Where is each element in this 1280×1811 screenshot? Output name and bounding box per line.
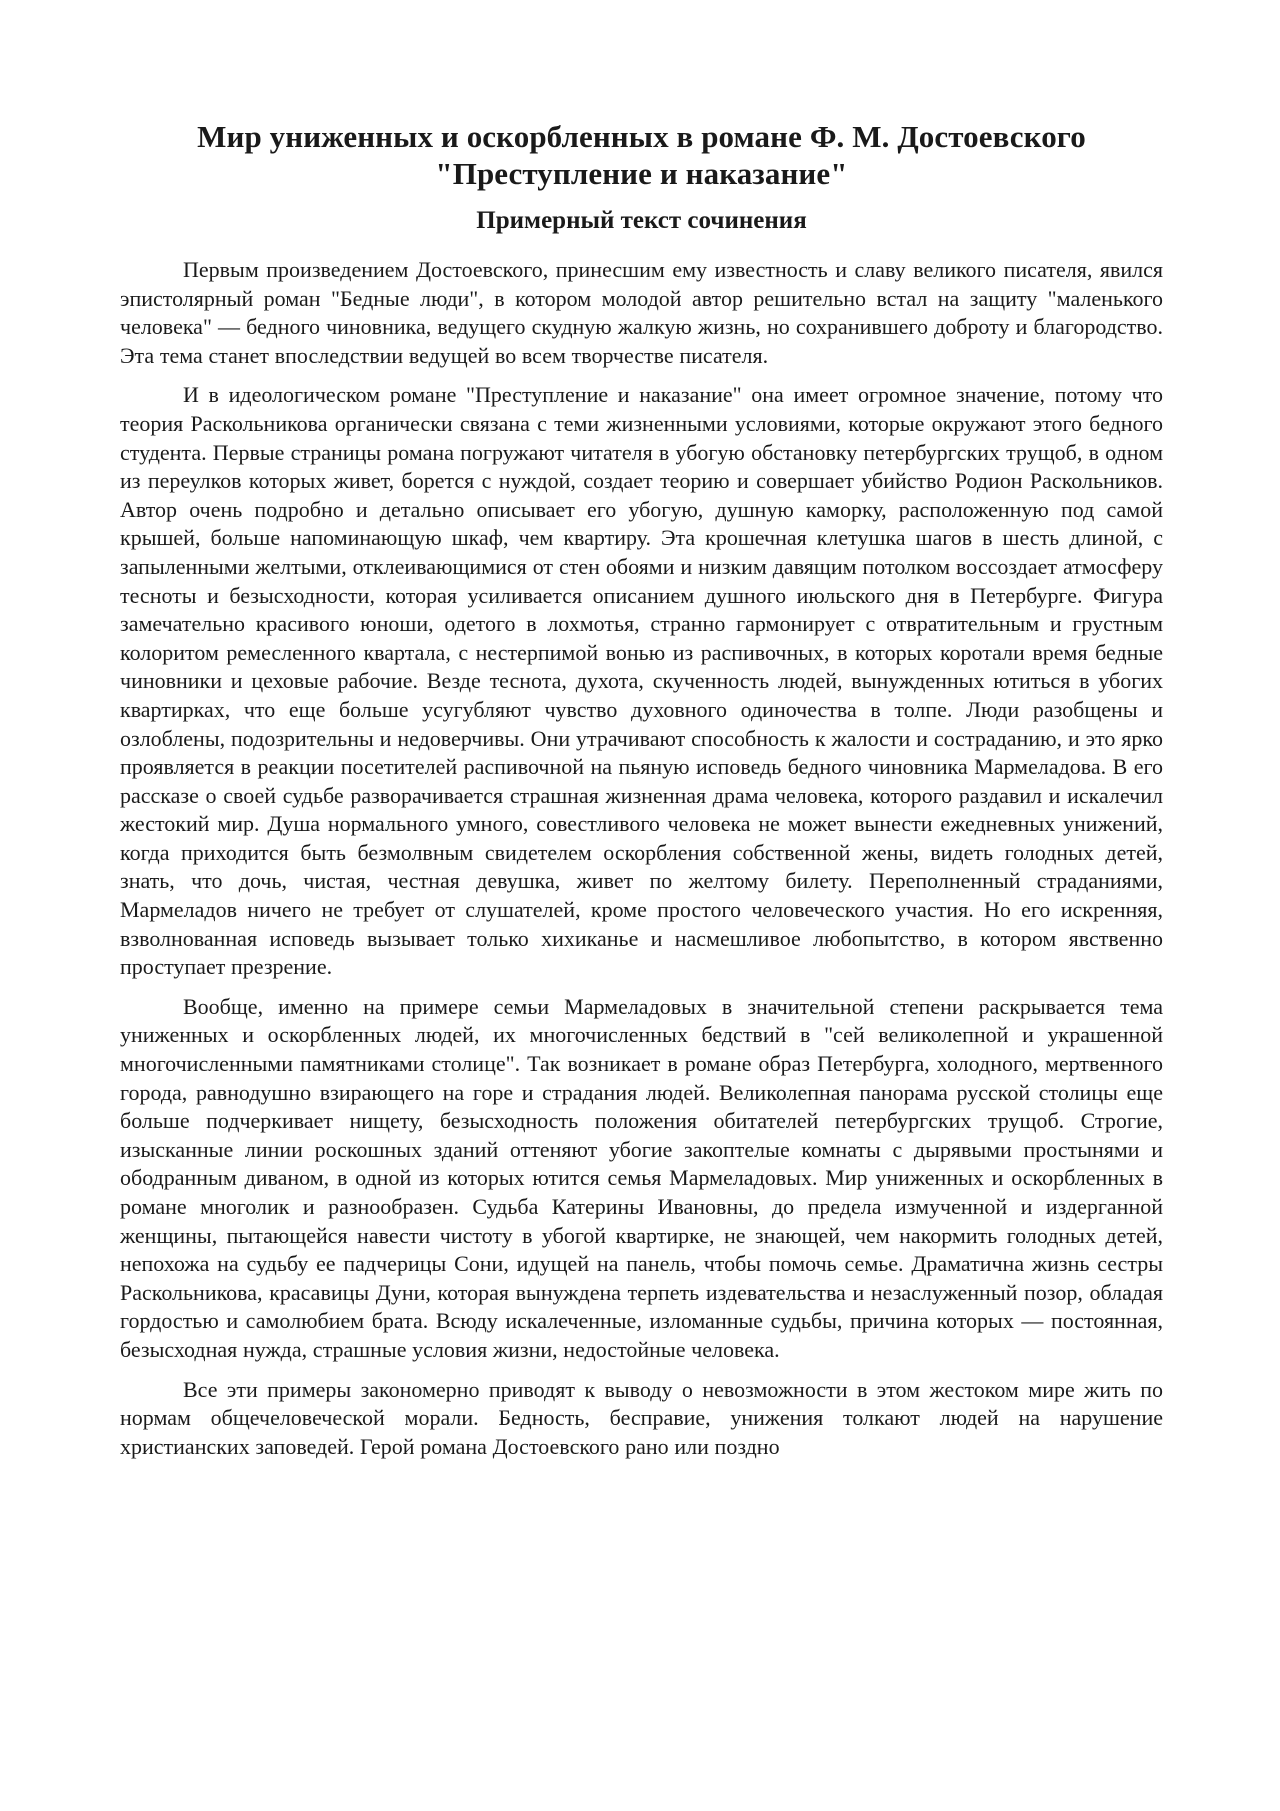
- document-title: [120, 118, 1163, 192]
- document-body: [120, 256, 1163, 1461]
- paragraph-3: Вообще, именно на примере семьи Мармеладовых в значительной степени раскрывается тема униженных и оскорбленных людей, их многочисленных бедствий в "сей великолепной и украшенной многочисленными памятниками столице". Так возникает в романе образ Петербурга, холодного, мертвенного города, равнодушно взирающего на горе и страдания людей. Великолепная панорама русской столицы еще больше подчеркивает нищету, безысходность положения обитателей петербургских трущоб. Строгие, изысканные линии роскошных зданий оттеняют убогие закоптелые комнаты с дырявыми простынями и ободранным диваном, в одной из которых ютится семья Мармеладовых. Мир униженных и оскорбленных в романе многолик и разнообразен. Судьба Катерины Ивановны, до предела измученной и издерганной женщины, пытающейся навести чистоту в убогой квартирке, не знающей, чем накормить голодных детей, непохожа на судьбу ее падчерицы Сони, идущей на панель, чтобы помочь семье. Драматична жизнь сестры Раскольникова, красавицы Дуни, которая вынуждена терпеть издевательства и незаслуженный позор, обладая гордостью и самолюбием брата. Всюду искалеченные, изломанные судьбы, причина которых — постоянная, безысходная нужда, страшные условия жизни, недостойные человека.: [120, 993, 1163, 1362]
- title-line-1: Мир униженных и оскорбленных в романе Ф. М. Достоевского: [197, 119, 1086, 154]
- document-subtitle: Примерный текст сочинения: [476, 207, 807, 234]
- paragraph-4: Все эти примеры закономерно приводят к выводу о невозможности в этом жестоком мире жить по нормам общечеловеческой морали. Бедность, бесправие, унижения толкают людей на нарушение христианских заповедей. Герой романа Достоевского рано или поздно: [120, 1376, 1163, 1459]
- title-line-2: "Преступление и наказание": [435, 156, 848, 191]
- paragraph-2: И в идеологическом романе "Преступление и наказание" она имеет огромное значение, потому что теория Раскольникова органически связана с теми жизненными условиями, которые окружают этого бедного студента. Первые страницы романа погружают читателя в убогую обстановку петербургских трущоб, в одном из переулков которых живет, борется с нуждой, создает теорию и совершает убийство Родион Раскольников. Автор очень подробно и детально описывает его убогую, душную каморку, расположенную под самой крышей, больше напоминающую шкаф, чем квартиру. Эта крошечная клетушка шагов в шесть длиной, с запыленными желтыми, отклеивающимися от стен обоями и низким давящим потолком воссоздает атмосферу тесноты и безысходности, которая усиливается описанием душного июльского дня в Петербурге. Фигура замечательно красивого юноши, одетого в лохмотья, странно гармонирует с отвратительным и грустным колоритом ремесленного квартала, с нестерпимой вонью из распивочных, в которых коротали время бедные чиновники и цеховые рабочие. Везде теснота, духота, скученность людей, вынужденных ютиться в убогих квартирках, что еще больше усугубляют чувство духовного одиночества в толпе. Люди разобщены и озлоблены, подозрительны и недоверчивы. Они утрачивают способность к жалости и состраданию, и это ярко проявляется в реакции посетителей распивочной на пьяную исповедь бедного чиновника Мармеладова. В его рассказе о своей судьбе разворачивается страшная жизненная драма человека, которого раздавил и искалечил жестокий мир. Душа нормального умного, совестливого человека не может вынести ежедневных унижений, когда приходится быть безмолвным свидетелем оскорбления собственной жены, видеть голодных детей, знать, что дочь, чистая, честная девушка, живет по желтому билету. Переполненный страданиями, Мармеладов ничего не требует от слушателей, кроме простого человеческого участия. Но его искренняя, взволнованная исповедь вызывает только хихиканье и насмешливое любопытство, в котором явственно проступает презрение.: [120, 382, 1163, 980]
- paragraph-1: Первым произведением Достоевского, принесшим ему известность и славу великого писателя, явился эпистолярный роман "Бедные люди", в котором молодой автор решительно встал на защиту "маленького человека" — бедного чиновника, ведущего скудную жалкую жизнь, но сохранившего доброту и благородство. Эта тема станет впоследствии ведущей во всем творчестве писателя.: [120, 257, 1163, 368]
- document-page: [120, 118, 1163, 1472]
